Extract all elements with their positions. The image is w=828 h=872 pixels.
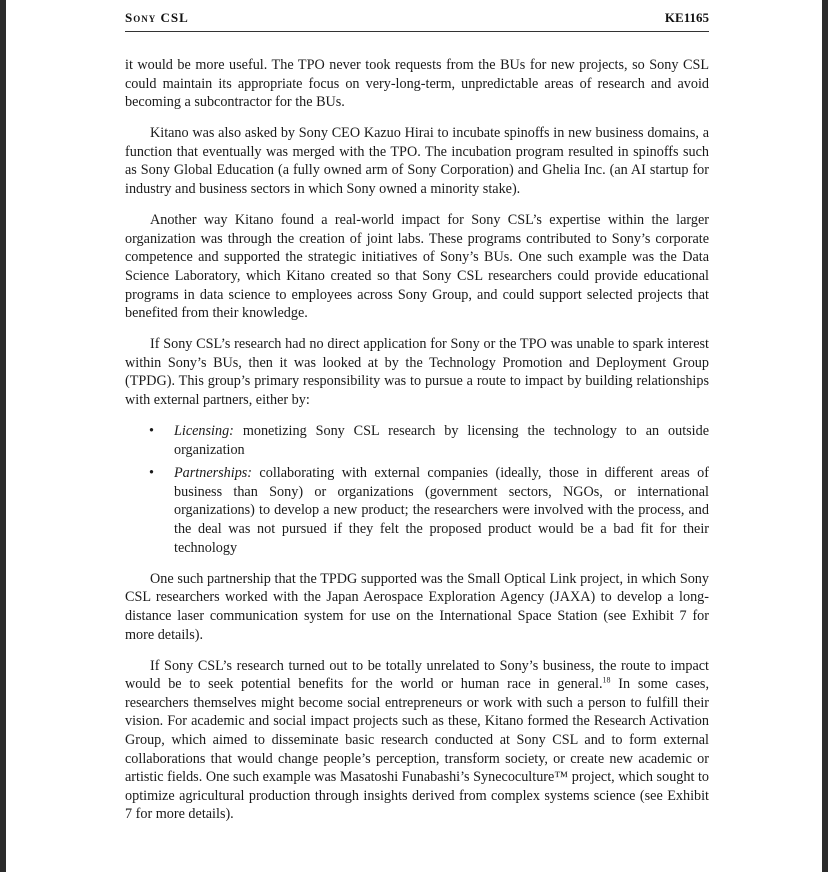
paragraph-5: One such partnership that the TPDG supported was the Small Optical Link project, in which Sony CSL researchers worked with the Japan Aerospace Exploration Agency (JAXA) to develop a long-distance laser communication system for use on the International Space Station (see Exhibit 7 for more details). [125,570,709,643]
footnote-ref[interactable]: 18 [602,675,611,685]
list-item-text: collaborating with external companies (ideally, those in different areas of business than Sony) or organizations (government sectors, NGOs, or international organizations) to develop a new product; the researchers were involved with the process, and the deal was not pursued if they felt the proposed product would be a bad fit for their technology [174,465,709,556]
list-item-term: Licensing: [174,423,234,440]
paragraph-6-part-1: If Sony CSL’s research turned out to be totally unrelated to Sony’s business, the route to impact would be to seek potential benefits for the world or human race in general. [125,657,709,693]
list-item-text: monetizing Sony CSL research by licensing the technology to an outside organization [174,423,709,458]
document-page [6,0,822,872]
list-item-term: Partnerships: [174,465,253,482]
page-body [125,56,709,836]
header-case-number: KE1165 [664,10,709,25]
list-item-partnerships [125,464,709,557]
route-to-impact-list [125,422,709,557]
paragraph-6-part-2: In some cases, researchers themselves might become social entrepreneurs or work with such a person to fulfill their vision. For academic and social impact projects such as these, Kitano formed the Research Activation Group, which aimed to disseminate basic research conducted at Sony CSL and to form external collaborations that would change people’s perception, transform society, or create new academic or artistic fields. One such example was Masatoshi Funabashi’s Synecoculture™ project, which sought to optimize agricultural production through insights derived from complex systems science (see Exhibit 7 for more details). [125,676,709,823]
bullet-marker: • [149,423,154,440]
bullet-marker: • [149,465,154,482]
paragraph-6 [125,657,709,824]
page-header [125,5,709,32]
header-org-name: Sony CSL [125,10,189,25]
paragraph-1: it would be more useful. The TPO never took requests from the BUs for new projects, so Sony CSL could maintain its appropriate focus on very-long-term, unpredictable areas of research and avoid becoming a subcontractor for the BUs. [125,57,709,111]
paragraph-4: If Sony CSL’s research had no direct application for Sony or the TPO was unable to spark interest within Sony’s BUs, then it was looked at by the Technology Promotion and Deployment Group (TPDG). This group’s primary responsibility was to pursue a route to impact by building relationships with external partners, either by: [125,336,709,408]
paragraph-2: Kitano was also asked by Sony CEO Kazuo Hirai to incubate spinoffs in new business domains, a function that eventually was merged with the TPO. The incubation program resulted in spinoffs such as Sony Global Education (a fully owned arm of Sony Corporation) and Ghelia Inc. (an AI startup for industry and business sectors in which Sony owned a minority stake). [125,125,709,198]
list-item-licensing [125,422,709,459]
paragraph-3: Another way Kitano found a real-world impact for Sony CSL’s expertise within the larger organization was through the creation of joint labs. These programs contributed to Sony’s corporate competence and supported the strategic initiatives of Sony’s BUs. One such example was the Data Science Laboratory, which Kitano created so that Sony CSL researchers could provide educational programs in data science to employees across Sony Group, and could support selected projects that benefited from their knowledge. [125,212,709,322]
